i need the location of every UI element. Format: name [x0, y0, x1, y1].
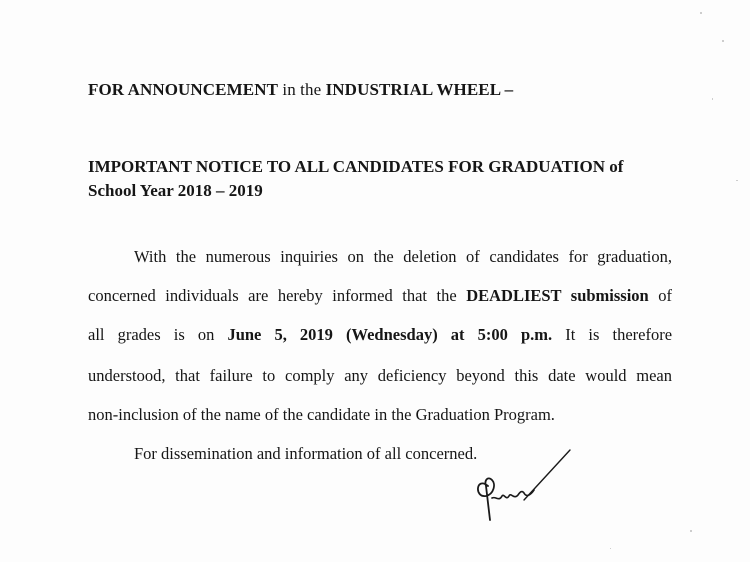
scan-speck	[610, 548, 611, 549]
body-line-2	[88, 286, 672, 308]
notice-title-line-1: IMPORTANT NOTICE TO ALL CANDIDATES FOR GRADUATION of	[88, 157, 624, 176]
announcement-connector: in the	[282, 80, 322, 99]
scan-speck	[700, 12, 702, 14]
notice-title	[88, 153, 623, 205]
scan-speck	[722, 40, 724, 42]
body-line-3-end: It is therefore	[565, 325, 672, 344]
body-line-4: understood, that failure to comply any deficiency beyond this date would mean	[88, 366, 672, 385]
signature-icon	[466, 446, 576, 524]
announcement-subject: INDUSTRIAL WHEEL –	[325, 80, 514, 99]
announcement-prefix: FOR ANNOUNCEMENT	[88, 80, 279, 99]
body-line-3	[88, 325, 672, 347]
body-line-2-end: of	[658, 286, 672, 305]
body-line-1: With the numerous inquiries on the deletion of candidates for graduation,	[134, 247, 672, 266]
scan-speck	[736, 180, 738, 181]
deadline-date: June 5, 2019 (Wednesday) at 5:00 p.m.	[227, 325, 553, 344]
scan-speck	[712, 98, 713, 100]
body-line-3-text: all grades is on	[88, 325, 215, 344]
notice-title-line-2: School Year 2018 – 2019	[88, 181, 263, 200]
scan-speck	[690, 530, 692, 532]
body-line-5: non-inclusion of the name of the candidate in the Graduation Program.	[88, 405, 555, 424]
closing-line: For dissemination and information of all concerned.	[134, 444, 478, 463]
deadline-emphasis: DEADLIEST submission	[466, 286, 649, 305]
body-line-2-text: concerned individuals are hereby informed that the	[88, 286, 457, 305]
announcement-heading	[88, 80, 513, 100]
